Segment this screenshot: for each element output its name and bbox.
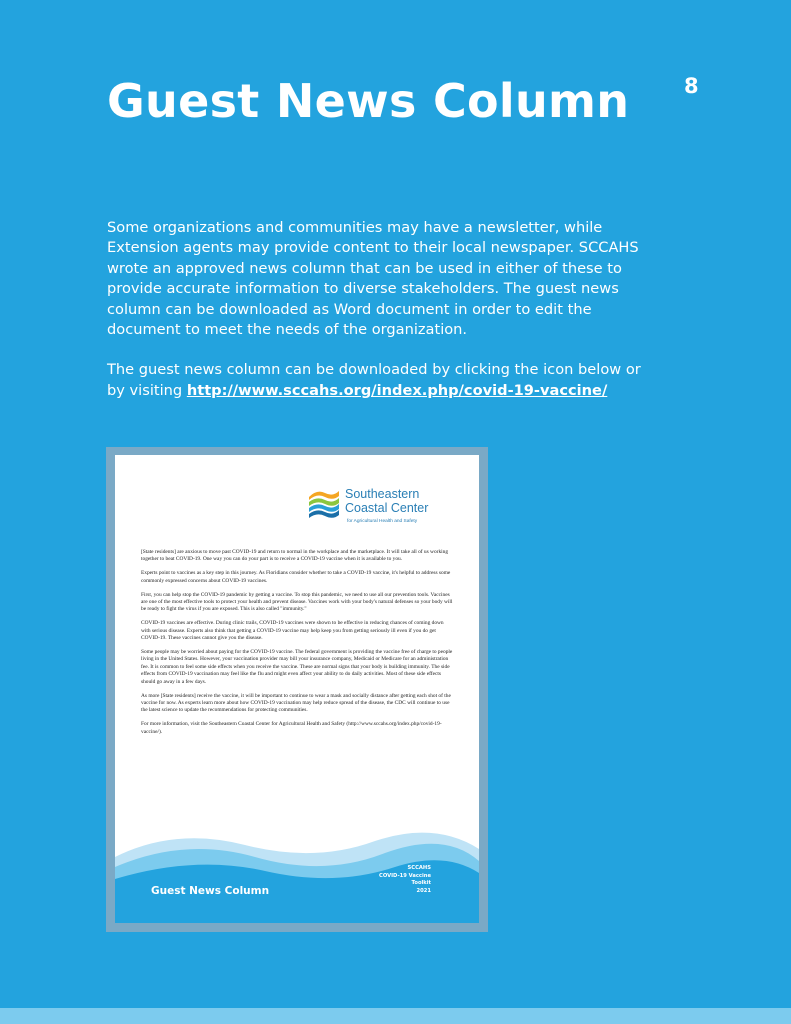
thumbnail-paragraph: Some people may be worried about paying for the COVID-19 vaccine. The federal government is providing the vaccine free of charge to people living in the United States. However, your vaccination provider may bill your insurance company, Medicaid or Medicare for an administration fee. It is common to feel some side effects when you receive the vaccine. These are normal signs that your body is building immunity. The side effects from COVID-19 vaccination may feel like the flu and might even affect your ability to do daily activities. Most of these side effects should go away in a few days. [141, 649, 453, 685]
bottom-strip [0, 1008, 791, 1024]
logo-name [345, 487, 428, 515]
intro-paragraph-2 [107, 360, 652, 401]
logo-subtitle: for Agricultural Health and Safety [347, 519, 418, 524]
intro-paragraph-2-text: The guest news column can be downloaded by clicking the icon below or by visiting [107, 361, 641, 399]
document-thumbnail[interactable] [106, 447, 488, 932]
thumbnail-paragraph: As more [State residents] receive the vaccine, it will be important to continue to wear a mask and socially distance after getting each shot of the vaccine for now. As experts learn more about how COVID-19 vaccination may help reduce spread of the disease, the CDC will continue to use the latest science to update the recommendations for protecting communities. [141, 692, 451, 714]
download-link[interactable]: http://www.sccahs.org/index.php/covid-19-vaccine/ [186, 381, 608, 399]
sccahs-logo [307, 485, 447, 535]
thumbnail-paragraph: Experts point to vaccines as a key step in this journey. As Floridians consider whether to take a COVID-19 vaccine, it's helpful to address some commonly expressed concerns about COVID-19 vaccines. [141, 570, 451, 584]
intro-paragraph-1: Some organizations and communities may have a newsletter, while Extension agents may provide content to their local newspaper. SCCAHS wrote an approved news column that can be used in either of these to provide accurate information to diverse stakeholders. The guest news column can be downloaded as Word document in order to edit the document to meet the needs of the organization. [107, 219, 639, 339]
footer-meta-line: SCCAHS [407, 865, 431, 871]
thumbnail-paragraph: For more information, visit the Southeastern Coastal Center for Agricultural Health and Safety (http://www.sccahs.org/index.php/covid-19-vaccine/). [141, 721, 442, 735]
footer-meta-line: COVID-19 Vaccine [379, 872, 431, 879]
thumbnail-page[interactable] [115, 455, 479, 923]
thumbnail-body [141, 549, 453, 743]
thumbnail-paragraph: [State residents] are anxious to move past COVID-19 and return to normal in the workplace and the marketplace. It will take all of us working together to beat COVID-19. One way you can do your part is to receive a COVID-19 vaccine when it is available to you. [141, 549, 449, 563]
waves-logo-icon [307, 487, 341, 521]
footer-meta-line: Toolkit [411, 880, 431, 887]
logo-name-line2: Coastal Center [345, 501, 429, 515]
page-title: Guest News Column [107, 74, 630, 128]
thumbnail-footer-title: Guest News Column [151, 885, 270, 897]
footer-meta-line: 2021 [416, 887, 431, 894]
thumbnail-paragraph: COVID-19 vaccines are effective. During clinic trails, COVID-19 vaccines were shown to be effective in reducing chances of coming down with serious disease. Experts also think that getting a COVID-19 vaccine may help keep you from getting seriously ill even if you do get COVID-19. These vaccines cannot give you the disease. [141, 620, 444, 642]
logo-name-line1: Southeastern [345, 487, 420, 501]
intro-text [107, 218, 652, 421]
thumbnail-paragraph: First, you can help stop the COVID-19 pandemic by getting a vaccine. To stop this pandemic, we need to use all our prevention tools. Vaccines are one of the most effective tools to protect your health and prevent disease. Vaccines work with your body's natural defenses so your body will be ready to fight the virus if you are exposed. This is also called "immunity." [141, 591, 453, 613]
page-number: 8 [684, 74, 699, 98]
thumbnail-footer-meta [363, 865, 431, 895]
